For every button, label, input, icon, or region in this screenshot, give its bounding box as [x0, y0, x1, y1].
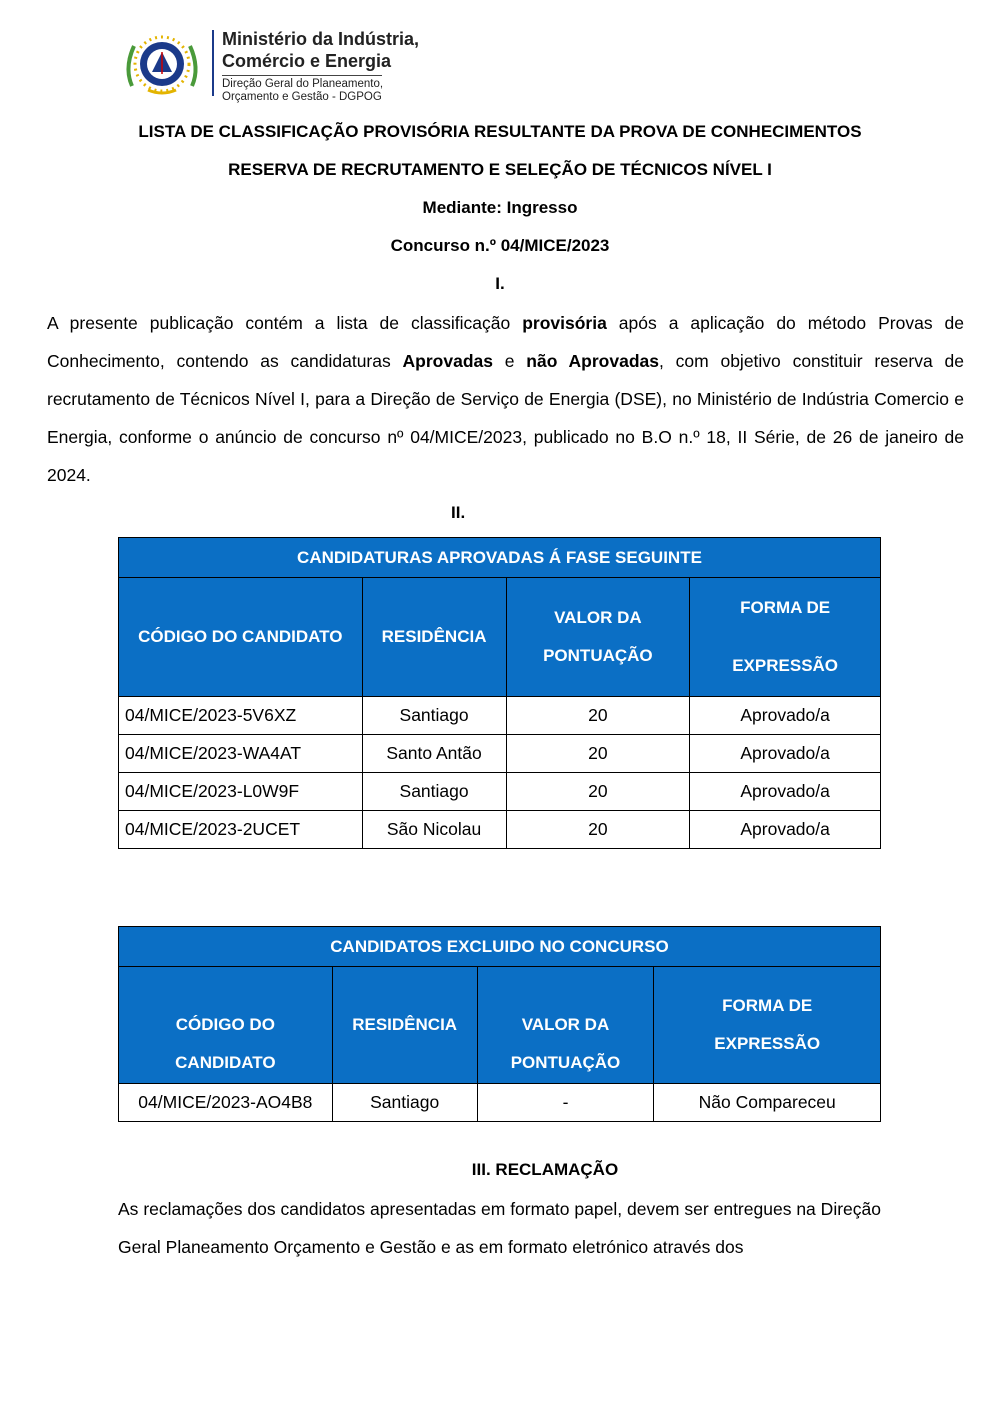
cell-residence: São Nicolau — [362, 811, 506, 849]
table-row — [119, 811, 881, 849]
cell-residence: Santiago — [362, 773, 506, 811]
header-form-a: FORMA DE — [740, 598, 831, 617]
header-code — [119, 967, 333, 1084]
cell-result: Não Compareceu — [654, 1084, 881, 1122]
header-divider — [212, 30, 214, 96]
para-text-g: , com objetivo constituir reserva de recrutamento de Técnicos Nível I, para a Direção de Serviço de Energia (DSE), no Ministério de Indústria Comercio e Energia, conforme o anúncio de concurso nº 04/MICE/2023, publicado no B.O n.º 18, II Série, de 26 de janeiro de 2024. — [47, 351, 964, 485]
header-score-b: PONTUAÇÃO — [510, 1053, 621, 1072]
cell-score: 20 — [506, 811, 690, 849]
para-text-a: A presente publicação contém a lista de classificação — [47, 313, 523, 333]
section3-paragraph: As reclamações dos candidatos apresentadas em formato papel, devem ser entregues na Direção Geral Planeamento Orçamento e Gestão e as em formato eletrónico através dos — [118, 1199, 881, 1257]
section1-paragraph — [47, 304, 964, 494]
cell-code: 04/MICE/2023-WA4AT — [119, 735, 363, 773]
section3-heading: III. RECLAMAÇÃO — [471, 1160, 619, 1179]
para-text-e: e — [492, 351, 527, 371]
header-code-a: CÓDIGO DO — [175, 1015, 275, 1034]
excluded-table — [118, 926, 881, 1122]
ministry-name-line1: Ministério da Indústria, — [222, 29, 420, 49]
para-text-c: após a aplicação do método Provas de Conhecimento, contendo as candidaturas — [47, 313, 965, 371]
cell-result: Aprovado/a — [690, 735, 881, 773]
header-score-a: VALOR DA — [554, 608, 642, 627]
header-score — [506, 578, 690, 697]
cell-score: 20 — [506, 697, 690, 735]
para-bold-provisoria: provisória — [522, 313, 607, 333]
ministry-block — [222, 28, 419, 104]
dept-name-line2: Orçamento e Gestão - DGPOG — [222, 91, 382, 103]
header-residence: RESIDÊNCIA — [362, 578, 506, 697]
section1-mark: I. — [495, 274, 505, 293]
title-line4: Concurso n.º 04/MICE/2023 — [390, 236, 610, 255]
table-row — [119, 1084, 881, 1122]
approved-table-header-row — [119, 578, 881, 697]
cell-code: 04/MICE/2023-5V6XZ — [119, 697, 363, 735]
header-form-a: FORMA DE — [722, 996, 813, 1015]
cell-code: 04/MICE/2023-AO4B8 — [119, 1084, 333, 1122]
title-line2: RESERVA DE RECRUTAMENTO E SELEÇÃO DE TÉCNICOS NÍVEL I — [228, 160, 772, 179]
header-form — [654, 967, 881, 1084]
para-bold-nao-aprovadas: não Aprovadas — [526, 351, 659, 371]
dept-name-line1: Direção Geral do Planeamento, — [222, 78, 384, 90]
header-form-b: EXPRESSÃO — [732, 656, 839, 675]
approved-table-title-row — [119, 538, 881, 578]
cell-code: 04/MICE/2023-L0W9F — [119, 773, 363, 811]
table-row — [119, 735, 881, 773]
excluded-table-title: CANDIDATOS EXCLUIDO NO CONCURSO — [119, 927, 881, 967]
header-form — [690, 578, 881, 697]
cell-result: Aprovado/a — [690, 811, 881, 849]
cell-score: 20 — [506, 735, 690, 773]
section2-mark: II. — [451, 503, 466, 522]
excluded-table-header-row — [119, 967, 881, 1084]
header-form-b: EXPRESSÃO — [714, 1034, 821, 1053]
cell-score: 20 — [506, 773, 690, 811]
para-bold-aprovadas: Aprovadas — [402, 351, 493, 371]
approved-table — [118, 537, 881, 849]
approved-table-title: CANDIDATURAS APROVADAS Á FASE SEGUINTE — [119, 538, 881, 578]
cell-code: 04/MICE/2023-2UCET — [119, 811, 363, 849]
title-line3: Mediante: Ingresso — [422, 198, 578, 217]
ministry-name-line2: Comércio e Energia — [222, 51, 392, 71]
page-header — [118, 28, 419, 104]
excluded-table-title-row — [119, 927, 881, 967]
cell-result: Aprovado/a — [690, 697, 881, 735]
cell-residence: Santiago — [362, 697, 506, 735]
cell-residence: Santo Antão — [362, 735, 506, 773]
table-row — [119, 697, 881, 735]
national-seal-icon — [118, 28, 206, 98]
title-line1: LISTA DE CLASSIFICAÇÃO PROVISÓRIA RESULTANTE DA PROVA DE CONHECIMENTOS — [138, 122, 862, 141]
header-score-b: PONTUAÇÃO — [543, 646, 653, 665]
header-score-a: VALOR DA — [521, 1015, 610, 1034]
ministry-separator — [222, 75, 382, 76]
header-score — [477, 967, 654, 1084]
cell-score: - — [477, 1084, 654, 1122]
header-residence: RESIDÊNCIA — [332, 967, 477, 1084]
cell-result: Aprovado/a — [690, 773, 881, 811]
header-code: CÓDIGO DO CANDIDATO — [119, 578, 363, 697]
header-code-b: CANDIDATO — [175, 1053, 276, 1072]
cell-residence: Santiago — [332, 1084, 477, 1122]
table-row — [119, 773, 881, 811]
